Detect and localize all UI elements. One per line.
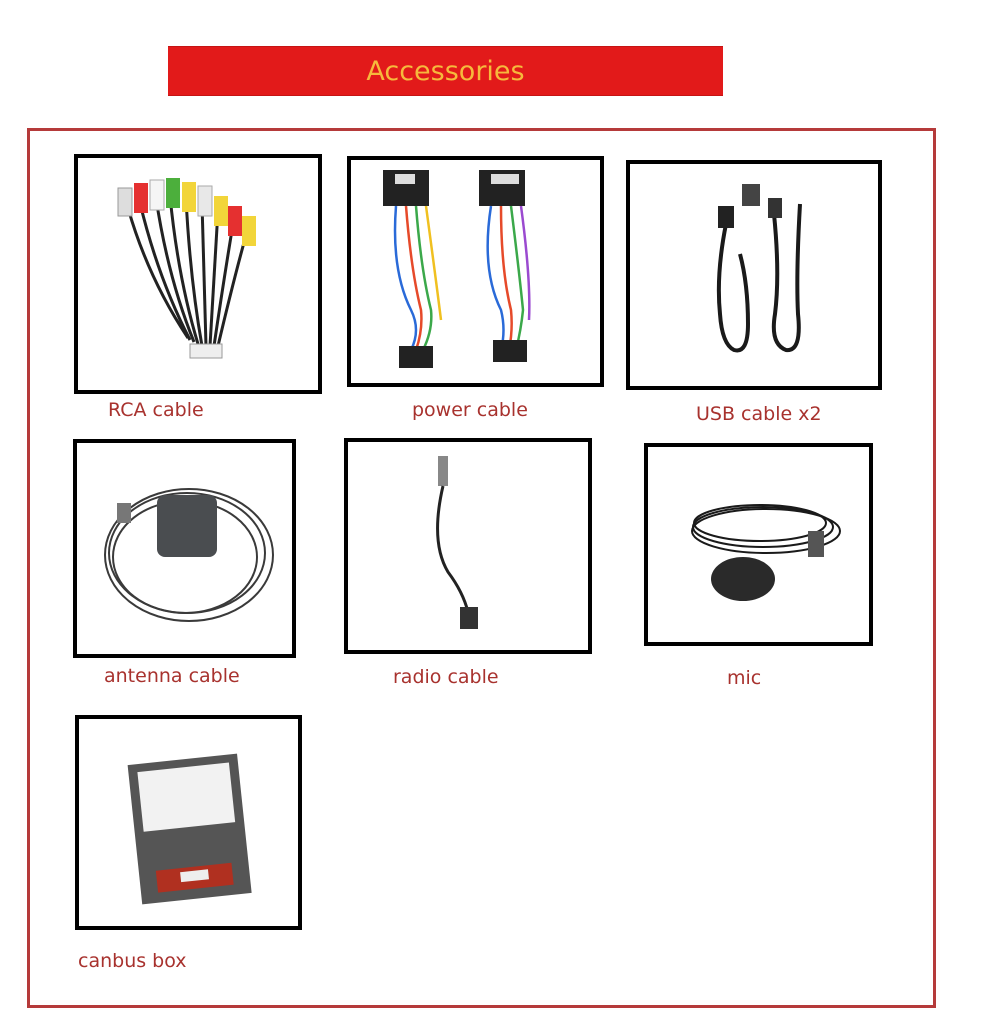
rca-cable-caption: RCA cable bbox=[108, 399, 204, 421]
usb-cable-icon bbox=[630, 164, 878, 386]
radio-cable-photo bbox=[344, 438, 592, 654]
mic-photo bbox=[644, 443, 873, 646]
gps-antenna-icon bbox=[77, 443, 292, 654]
radio-cable-caption: radio cable bbox=[393, 666, 499, 688]
microphone-icon bbox=[648, 447, 869, 642]
antenna-cable-photo bbox=[73, 439, 296, 658]
banner-title: Accessories bbox=[366, 55, 525, 87]
power-cable-icon bbox=[351, 160, 600, 383]
rca-cable-icon bbox=[78, 158, 318, 390]
canbus-box-icon bbox=[79, 719, 298, 926]
power-cable-caption: power cable bbox=[412, 399, 528, 421]
accessories-banner bbox=[168, 46, 723, 96]
power-cable-photo bbox=[347, 156, 604, 387]
radio-cable-icon bbox=[348, 442, 588, 650]
mic-caption: mic bbox=[727, 667, 762, 689]
usb-cable-photo bbox=[626, 160, 882, 390]
antenna-cable-caption: antenna cable bbox=[104, 665, 240, 687]
usb-cable-caption: USB cable x2 bbox=[696, 403, 822, 425]
canbus-box-caption: canbus box bbox=[78, 950, 187, 972]
canbus-box-photo bbox=[75, 715, 302, 930]
rca-cable-photo bbox=[74, 154, 322, 394]
